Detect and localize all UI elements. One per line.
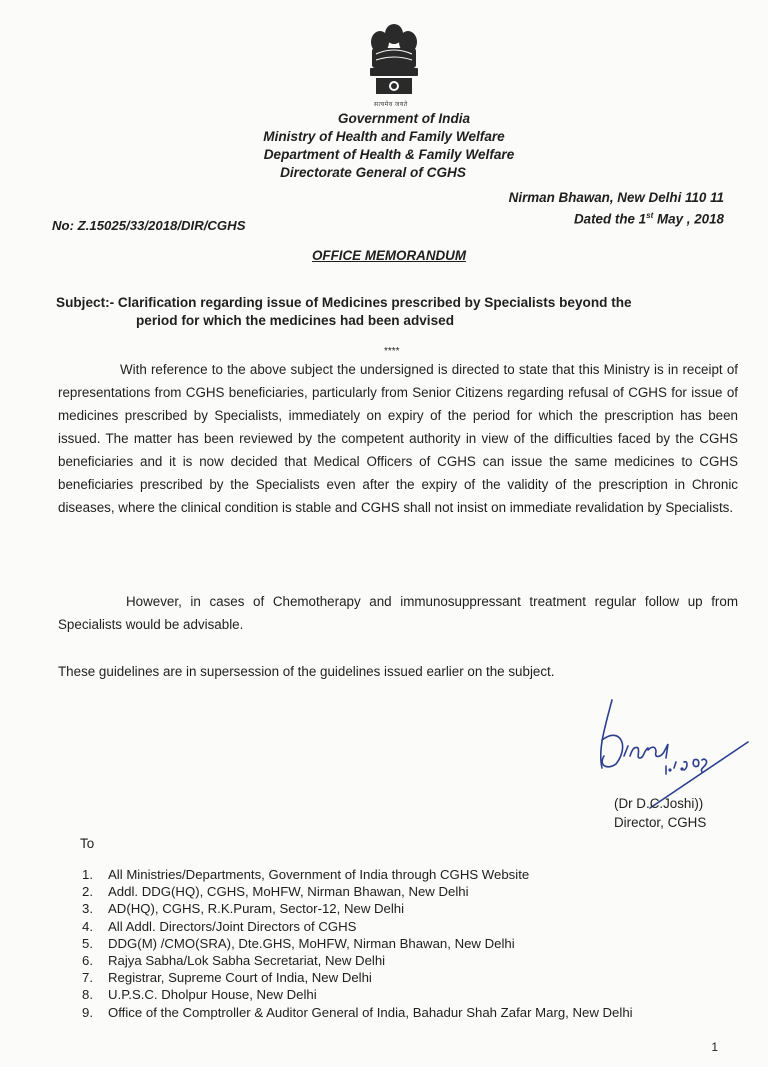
signatory-designation: Director, CGHS xyxy=(614,815,707,830)
place: Nirman Bhawan, New Delhi 110 11 xyxy=(508,190,724,205)
letterhead-line-1: Government of India xyxy=(337,111,471,126)
distribution-list xyxy=(82,866,633,1021)
distribution-item-text: Addl. DDG(HQ), CGHS, MoHFW, Nirman Bhawan, New Delhi xyxy=(108,884,469,900)
distribution-item-text: All Addl. Directors/Joint Directors of CGHS xyxy=(108,918,357,934)
emblem-motto: सत्यमेव जयते xyxy=(374,102,408,108)
distribution-item xyxy=(82,866,633,883)
distribution-item xyxy=(82,918,633,935)
distribution-item xyxy=(82,969,633,986)
distribution-item-number: 9. xyxy=(82,1004,93,1020)
paragraph-1: With reference to the above subject the undersigned is directed to state that this Ministry is in receipt of representations from CGHS beneficiaries, particularly from Senior Citizens regarding refusal of CGHS for issue of medicines prescribed by Specialists, immediately on expiry of the period for which the prescription has been issued. The matter has been reviewed by the competent authority in view of the difficulties faced by the CGHS beneficiaries and it is now decided that Medical Officers of CGHS can issue the same medicines to CGHS beneficiaries prescribed by the Specialists even after the expiry of the validity of the prescription in Chronic diseases, where the clinical condition is stable and CGHS shall not insist on immediate revalidation by Specialists. xyxy=(58,362,738,515)
letterhead xyxy=(0,110,768,182)
document-type-heading: OFFICE MEMORANDUM xyxy=(312,248,466,263)
signatory-name: (Dr D.C.Joshi)) xyxy=(614,796,704,811)
distribution-item-number: 2. xyxy=(82,884,93,900)
distribution-item-number: 3. xyxy=(82,901,93,917)
distribution-item-text: Office of the Comptroller & Auditor General of India, Bahadur Shah Zafar Marg, New Delhi xyxy=(108,1004,633,1020)
file-number: No: Z.15025/33/2018/DIR/CGHS xyxy=(52,218,246,233)
national-emblem-icon xyxy=(362,20,426,108)
distribution-item-text: All Ministries/Departments, Government of India through CGHS Website xyxy=(108,867,530,882)
distribution-item xyxy=(82,900,633,917)
letterhead-line-4: Directorate General of CGHS xyxy=(280,165,466,180)
distribution-item xyxy=(82,883,633,900)
separator: **** xyxy=(384,346,400,357)
distribution-item xyxy=(82,1004,633,1021)
distribution-item xyxy=(82,935,633,952)
letterhead-line-2: Ministry of Health and Family Welfare xyxy=(263,129,505,144)
distribution-item-number: 4. xyxy=(82,918,93,934)
distribution-item xyxy=(82,952,633,969)
distribution-item-text: DDG(M) /CMO(SRA), Dte.GHS, MoHFW, Nirman Bhawan, New Delhi xyxy=(108,935,515,951)
to-label: To xyxy=(80,836,95,851)
page-number: 1 xyxy=(711,1040,718,1054)
distribution-item-number: 6. xyxy=(82,953,93,969)
distribution-item-number: 7. xyxy=(82,970,93,986)
subject-line-2: period for which the medicines had been advised xyxy=(136,313,455,328)
paragraph-2: However, in cases of Chemotherapy and immunosuppressant treatment regular follow up from Specialists would be advisable. xyxy=(58,594,738,632)
distribution-item-text: Registrar, Supreme Court of India, New Delhi xyxy=(108,970,372,986)
subject xyxy=(56,294,746,330)
distribution-item xyxy=(82,986,633,1003)
letterhead-line-3: Department of Health & Family Welfare xyxy=(263,147,515,162)
distribution-item-text: Rajya Sabha/Lok Sabha Secretariat, New Delhi xyxy=(108,953,386,969)
signatory xyxy=(614,794,706,832)
paragraph-3: These guidelines are in supersession of the guidelines issued earlier on the subject. xyxy=(58,664,555,679)
place-date-block xyxy=(509,189,724,228)
distribution-item-number: 5. xyxy=(82,935,93,951)
distribution-item-text: U.P.S.C. Dholpur House, New Delhi xyxy=(108,987,317,1003)
distribution-item-number: 1. xyxy=(82,867,93,882)
distribution-item-text: AD(HQ), CGHS, R.K.Puram, Sector-12, New Delhi xyxy=(108,901,405,917)
signature-image xyxy=(590,690,750,810)
distribution-item-number: 8. xyxy=(82,987,93,1003)
date: Dated the 1st May , 2018 xyxy=(573,211,724,227)
subject-line-1: Subject:- Clarification regarding issue of Medicines prescribed by Specialists beyond the xyxy=(56,295,632,310)
